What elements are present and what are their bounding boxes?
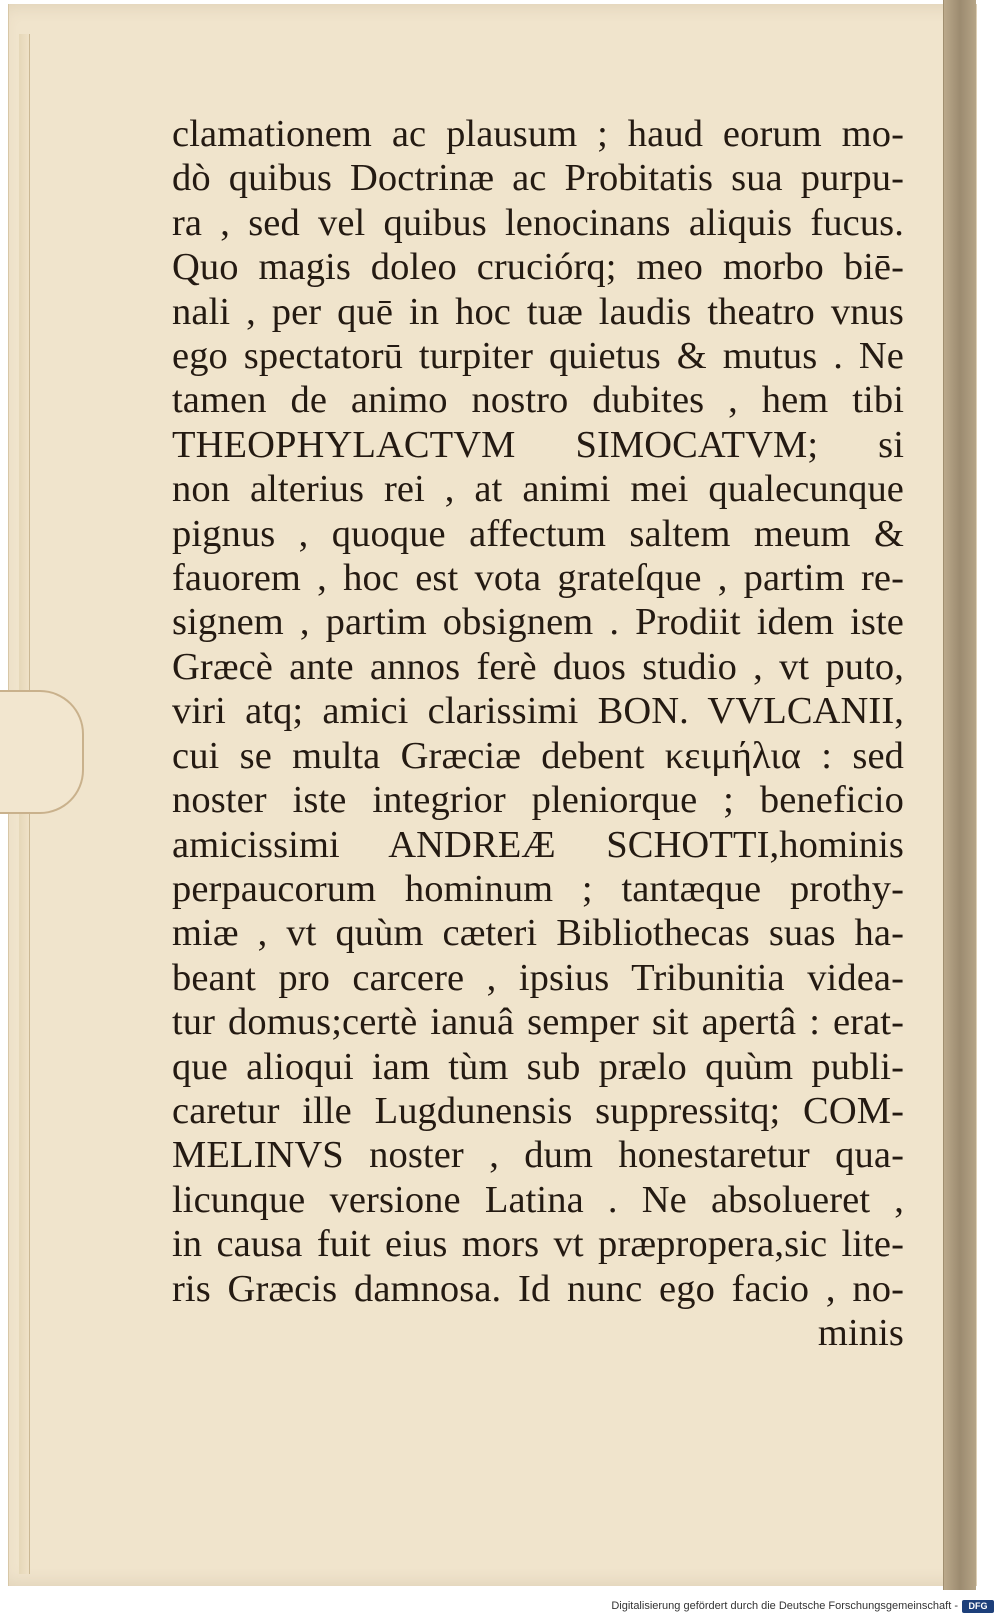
text-line: perpaucorum hominum ; tantæque prothy- [172,867,904,910]
text-line: viri atq; amici clarissimi BON. VVLCANII, [172,690,904,733]
body-text [172,112,904,1355]
text-line: ego spectatorū turpiter quietus & mutus . Ne [172,335,904,378]
text-line: ra , sed vel quibus lenocinans aliquis fucus. [172,201,904,244]
text-line: beant pro carcere , ipsius Tribunitia videa- [172,956,904,999]
text-line: licunque versione Latina . Ne absolueret , [172,1178,904,1221]
digitization-footer [0,1596,1000,1616]
footer-text: Digitalisierung gefördert durch die Deutsche Forschungsgemeinschaft - [611,1600,958,1612]
dfg-logo: DFG [962,1600,994,1613]
text-line: que alioqui iam tùm sub prælo quùm publi- [172,1045,904,1088]
text-line: clamationem ac plausum ; haud eorum mo- [172,113,904,155]
text-line: THEOPHYLACTVM SIMOCATVM; si [172,423,904,466]
text-line: Græcè ante annos ferè duos studio , vt puto, [172,645,904,688]
text-line: MELINVS noster , dum honestaretur qua- [172,1134,904,1177]
text-line: pignus , quoque affectum saltem meum & [172,512,904,555]
text-line: caretur ille Lugdunensis suppressitq; COM- [172,1089,904,1132]
text-line: miæ , vt quùm cæteri Bibliothecas suas ha- [172,912,904,955]
text-line: signem , partim obsignem . Prodiit idem iste [172,601,904,644]
text-line: cui se multa Græciæ debent κειμήλια : sed [172,734,904,777]
text-line: tamen de animo nostro dubites , hem tibi [172,379,904,422]
text-line: dò quibus Doctrinæ ac Probitatis sua purpu- [172,157,904,200]
text-line: ris Græcis damnosa. Id nunc ego facio , no- [172,1267,904,1310]
text-line: fauorem , hoc est vota grateſque , partim re- [172,557,904,600]
text-line: in causa fuit eius mors vt præpropera,sic lite- [172,1223,904,1266]
text-line: noster iste integrior pleniorque ; beneficio [172,779,904,822]
catchword: minis [817,1311,904,1354]
text-line: non alterius rei , at animi mei qualecunque [172,468,904,511]
text-line: tur domus;certè ianuâ semper sit apertâ : erat- [172,1001,904,1044]
book-spine [943,0,976,1590]
page-tab [0,690,84,814]
text-line: amicissimi ANDREÆ SCHOTTI,hominis [172,823,904,866]
text-line: Quo magis doleo cruciórq; meo morbo biē- [172,246,904,289]
text-line: nali , per quē in hoc tuæ laudis theatro vnus [172,290,904,333]
